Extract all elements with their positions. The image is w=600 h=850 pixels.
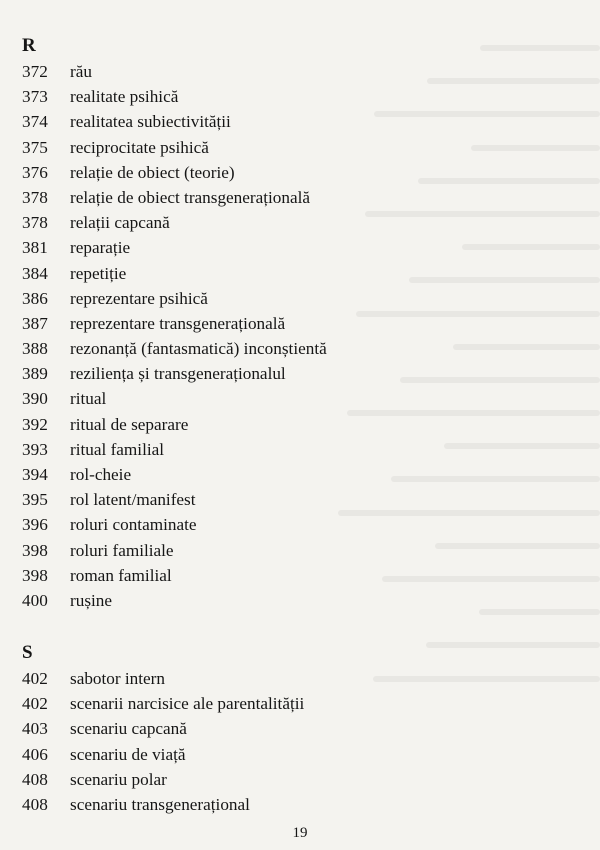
index-entry bbox=[22, 538, 327, 563]
entry-page-number: 392 bbox=[22, 414, 48, 434]
bleed-through-line bbox=[300, 443, 600, 467]
index-entry bbox=[22, 361, 327, 386]
entry-term: scenarii narcisice ale parentalității bbox=[70, 694, 305, 714]
entry-term: sabotor intern bbox=[70, 669, 165, 688]
entry-term: rezonanță (fantasmatică) inconștientă bbox=[70, 339, 327, 359]
bleed-through-line bbox=[300, 145, 600, 169]
bleed-through-line bbox=[300, 476, 600, 500]
entry-page-number: 396 bbox=[22, 515, 48, 535]
bleed-through-line bbox=[300, 410, 600, 434]
entry-term: scenariu transgenerațional bbox=[70, 794, 250, 814]
section-letter: R bbox=[22, 35, 37, 56]
bleed-through-line bbox=[300, 377, 600, 401]
entry-term: rău bbox=[70, 62, 92, 81]
bleed-through-line bbox=[300, 211, 600, 235]
entry-page-number: 378 bbox=[22, 187, 48, 207]
index-entry bbox=[22, 135, 327, 160]
entry-term: relație de obiect (teorie) bbox=[70, 162, 235, 182]
entry-term: relație de obiect transgenerațională bbox=[70, 187, 311, 207]
entry-page-number: 381 bbox=[22, 238, 48, 258]
index-entry bbox=[22, 160, 327, 185]
index-section-r bbox=[22, 33, 327, 613]
index-entry bbox=[22, 691, 304, 716]
index-section-s bbox=[22, 640, 304, 817]
entry-term: repetiție bbox=[70, 263, 127, 283]
entry-page-number: 372 bbox=[22, 62, 48, 81]
entry-page-number: 408 bbox=[22, 769, 48, 789]
index-entry bbox=[22, 210, 327, 235]
entry-term: ritual familial bbox=[70, 439, 165, 459]
entry-page-number: 387 bbox=[22, 313, 48, 333]
entry-page-number: 398 bbox=[22, 540, 48, 560]
index-entry bbox=[22, 235, 327, 260]
index-entry bbox=[22, 286, 327, 311]
index-entry bbox=[22, 336, 327, 361]
entry-term: scenariu capcană bbox=[70, 719, 187, 739]
index-entry bbox=[22, 487, 327, 512]
entry-page-number: 395 bbox=[22, 490, 48, 510]
entry-term: rol latent/manifest bbox=[70, 490, 196, 510]
index-entry bbox=[22, 437, 327, 462]
entry-list bbox=[22, 59, 327, 613]
index-entry bbox=[22, 792, 304, 817]
bleed-through-line bbox=[300, 642, 600, 666]
entry-term: roman familial bbox=[70, 565, 172, 585]
bleed-through-line bbox=[300, 111, 600, 135]
index-entry bbox=[22, 462, 327, 487]
bleed-through-line bbox=[300, 609, 600, 633]
bleed-through-line bbox=[300, 576, 600, 600]
bleed-through-line bbox=[300, 543, 600, 567]
bleed-through-line bbox=[300, 344, 600, 368]
entry-term: reparație bbox=[70, 238, 131, 258]
entry-term: ritual bbox=[70, 389, 107, 409]
entry-term: scenariu de viață bbox=[70, 744, 186, 764]
entry-page-number: 374 bbox=[22, 112, 48, 132]
index-entry bbox=[22, 716, 304, 741]
index-entry bbox=[22, 563, 327, 588]
index-entry bbox=[22, 742, 304, 767]
entry-term: realitate psihică bbox=[70, 87, 179, 107]
bleed-through-line bbox=[300, 676, 600, 700]
index-entry bbox=[22, 512, 327, 537]
entry-page-number: 402 bbox=[22, 694, 48, 714]
entry-term: reprezentare psihică bbox=[70, 288, 208, 308]
entry-page-number: 386 bbox=[22, 288, 48, 308]
entry-page-number: 378 bbox=[22, 213, 48, 233]
bleed-through-text bbox=[300, 36, 600, 700]
entry-page-number: 389 bbox=[22, 364, 48, 384]
entry-term: roluri familiale bbox=[70, 540, 174, 560]
entry-term: ritual de separare bbox=[70, 414, 189, 434]
entry-page-number: 403 bbox=[22, 719, 48, 739]
entry-page-number: 384 bbox=[22, 263, 48, 283]
entry-page-number: 400 bbox=[22, 590, 48, 610]
entry-page-number: 398 bbox=[22, 565, 48, 585]
bleed-through-line bbox=[300, 510, 600, 534]
entry-term: reziliența și transgeneraționalul bbox=[70, 364, 286, 384]
entry-page-number: 390 bbox=[22, 389, 48, 409]
entry-term: rușine bbox=[70, 590, 113, 610]
bleed-through-line bbox=[300, 244, 600, 268]
entry-page-number: 402 bbox=[22, 669, 48, 688]
index-entry bbox=[22, 666, 304, 691]
entry-term: realitatea subiectivității bbox=[70, 112, 231, 132]
entry-page-number: 388 bbox=[22, 339, 48, 359]
section-letter: S bbox=[22, 642, 34, 663]
entry-page-number: 393 bbox=[22, 439, 48, 459]
index-entry bbox=[22, 185, 327, 210]
entry-page-number: 376 bbox=[22, 162, 48, 182]
entry-page-number: 408 bbox=[22, 794, 48, 814]
entry-term: reprezentare transgenerațională bbox=[70, 313, 286, 333]
index-entry bbox=[22, 84, 327, 109]
index-entry bbox=[22, 588, 327, 613]
index-entry bbox=[22, 109, 327, 134]
entry-page-number: 375 bbox=[22, 137, 48, 157]
page-number: 19 bbox=[292, 825, 308, 841]
bleed-through-line bbox=[300, 45, 600, 69]
bleed-through-line bbox=[300, 78, 600, 102]
index-entry bbox=[22, 412, 327, 437]
entry-page-number: 373 bbox=[22, 87, 48, 107]
entry-term: scenariu polar bbox=[70, 769, 167, 789]
entry-page-number: 406 bbox=[22, 744, 48, 764]
entry-term: roluri contaminate bbox=[70, 515, 197, 535]
entry-list bbox=[22, 666, 304, 817]
index-entry bbox=[22, 386, 327, 411]
index-entry bbox=[22, 767, 304, 792]
bleed-through-line bbox=[300, 277, 600, 301]
index-entry bbox=[22, 311, 327, 336]
index-entry bbox=[22, 261, 327, 286]
entry-page-number: 394 bbox=[22, 465, 48, 484]
bleed-through-line bbox=[300, 311, 600, 335]
index-entry bbox=[22, 59, 327, 84]
entry-term: relații capcană bbox=[70, 213, 170, 233]
bleed-through-line bbox=[300, 178, 600, 202]
entry-term: reciprocitate psihică bbox=[70, 137, 209, 157]
entry-term: rol-cheie bbox=[70, 465, 132, 484]
